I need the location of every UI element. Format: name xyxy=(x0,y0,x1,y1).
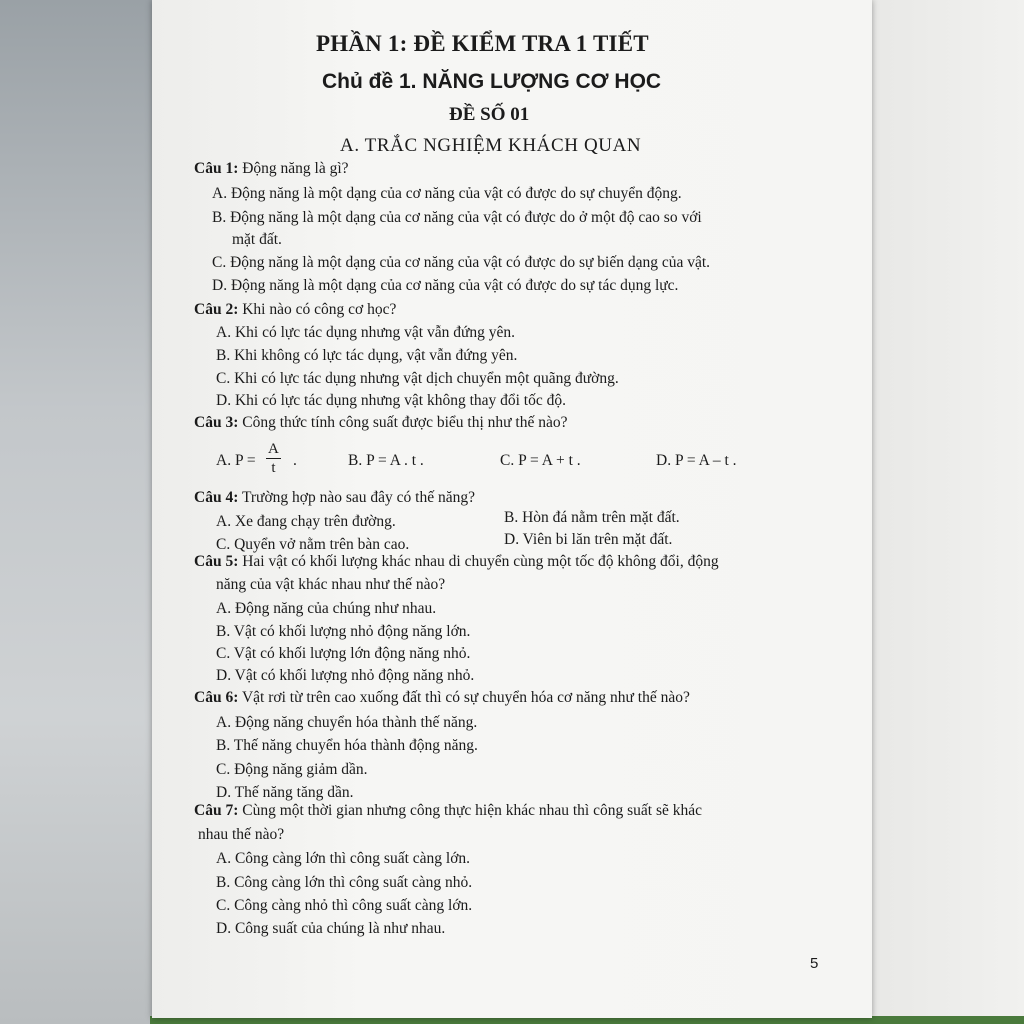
page-number: 5 xyxy=(810,955,819,972)
question-text: Động năng là gì? xyxy=(242,160,349,177)
option-4a: A. Xe đang chạy trên đường. xyxy=(216,513,396,530)
background-right xyxy=(868,0,1024,1024)
question-label: Câu 7: xyxy=(194,802,239,819)
fraction-denominator: t xyxy=(271,460,276,476)
option-2c: C. Khi có lực tác dụng nhưng vật dịch chuyển một quãng đường. xyxy=(216,370,619,387)
question-label: Câu 2: xyxy=(194,301,239,318)
option-5b: B. Vật có khối lượng nhỏ động năng lớn. xyxy=(216,623,471,640)
question-1 xyxy=(194,160,349,178)
option-2a: A. Khi có lực tác dụng nhưng vật vẫn đứng yên. xyxy=(216,324,515,341)
topic-title: Chủ đề 1. NĂNG LƯỢNG CƠ HỌC xyxy=(322,70,662,93)
option-4b: B. Hòn đá nằm trên mặt đất. xyxy=(504,509,680,526)
section-title: A. TRẮC NGHIỆM KHÁCH QUAN xyxy=(340,135,642,156)
question-label: Câu 1: xyxy=(194,160,239,177)
option-3a-suffix: . xyxy=(293,452,297,469)
question-label: Câu 5: xyxy=(194,553,239,570)
question-text: Công thức tính công suất được biểu thị như thế nào? xyxy=(242,414,568,431)
option-3d: D. P = A – t . xyxy=(656,452,737,469)
question-text: Cùng một thời gian nhưng công thực hiện khác nhau thì công suất sẽ khác xyxy=(242,802,703,819)
option-6d: D. Thế năng tăng dần. xyxy=(216,784,354,801)
option-6b: B. Thế năng chuyển hóa thành động năng. xyxy=(216,737,478,754)
option-3a-prefix: A. P = xyxy=(216,452,256,469)
question-5-cont: năng của vật khác nhau như thế nào? xyxy=(216,576,446,593)
question-7 xyxy=(194,802,702,820)
question-text: Vật rơi từ trên cao xuống đất thì có sự chuyển hóa cơ năng như thế nào? xyxy=(241,689,690,706)
option-7c: C. Công càng nhỏ thì công suất càng lớn. xyxy=(216,897,473,914)
option-1d: D. Động năng là một dạng của cơ năng của vật có được do sự tác dụng lực. xyxy=(212,277,679,294)
option-3a-fraction xyxy=(266,440,281,477)
option-6c: C. Động năng giảm dần. xyxy=(216,761,368,778)
question-4 xyxy=(194,489,475,507)
option-5c: C. Vật có khối lượng lớn động năng nhỏ. xyxy=(216,645,471,662)
option-1b: B. Động năng là một dạng của cơ năng của vật có được do ở một độ cao so với xyxy=(212,209,702,226)
question-5 xyxy=(194,553,719,571)
question-text: Hai vật có khối lượng khác nhau di chuyển cùng một tốc độ không đổi, động xyxy=(242,553,719,570)
option-2b: B. Khi không có lực tác dụng, vật vẫn đứng yên. xyxy=(216,347,518,364)
option-1c: C. Động năng là một dạng của cơ năng của vật có được do sự biến dạng của vật. xyxy=(212,254,711,271)
option-7b: B. Công càng lớn thì công suất càng nhỏ. xyxy=(216,874,473,891)
option-5d: D. Vật có khối lượng nhỏ động năng nhỏ. xyxy=(216,667,475,684)
option-6a: A. Động năng chuyển hóa thành thế năng. xyxy=(216,714,478,731)
option-2d: D. Khi có lực tác dụng nhưng vật không thay đổi tốc độ. xyxy=(216,392,566,409)
question-2 xyxy=(194,301,396,319)
option-4c: C. Quyển vở nằm trên bàn cao. xyxy=(216,536,410,553)
option-1a: A. Động năng là một dạng của cơ năng của vật có được do sự chuyển động. xyxy=(212,185,682,202)
option-4d: D. Viên bi lăn trên mặt đất. xyxy=(504,531,673,548)
question-label: Câu 3: xyxy=(194,414,239,431)
question-text: Trường hợp nào sau đây có thế năng? xyxy=(241,489,475,506)
option-7a: A. Công càng lớn thì công suất càng lớn. xyxy=(216,850,471,867)
exam-title: ĐỀ SỐ 01 xyxy=(449,104,530,125)
option-1b-cont: mặt đất. xyxy=(232,231,282,248)
option-7d: D. Công suất của chúng là như nhau. xyxy=(216,920,446,937)
question-6 xyxy=(194,689,690,707)
question-label: Câu 6: xyxy=(194,689,239,706)
question-label: Câu 4: xyxy=(194,489,239,506)
option-3c: C. P = A + t . xyxy=(500,452,581,469)
document-page xyxy=(152,0,872,1018)
option-3b: B. P = A . t . xyxy=(348,452,424,469)
background-left xyxy=(0,0,160,1024)
question-text: Khi nào có công cơ học? xyxy=(242,301,397,318)
part-title: PHẦN 1: ĐỀ KIỂM TRA 1 TIẾT xyxy=(316,31,649,56)
question-3 xyxy=(194,414,568,432)
fraction-numerator: A xyxy=(268,441,279,457)
option-5a: A. Động năng của chúng như nhau. xyxy=(216,600,437,617)
question-7-cont: nhau thế nào? xyxy=(198,826,285,843)
